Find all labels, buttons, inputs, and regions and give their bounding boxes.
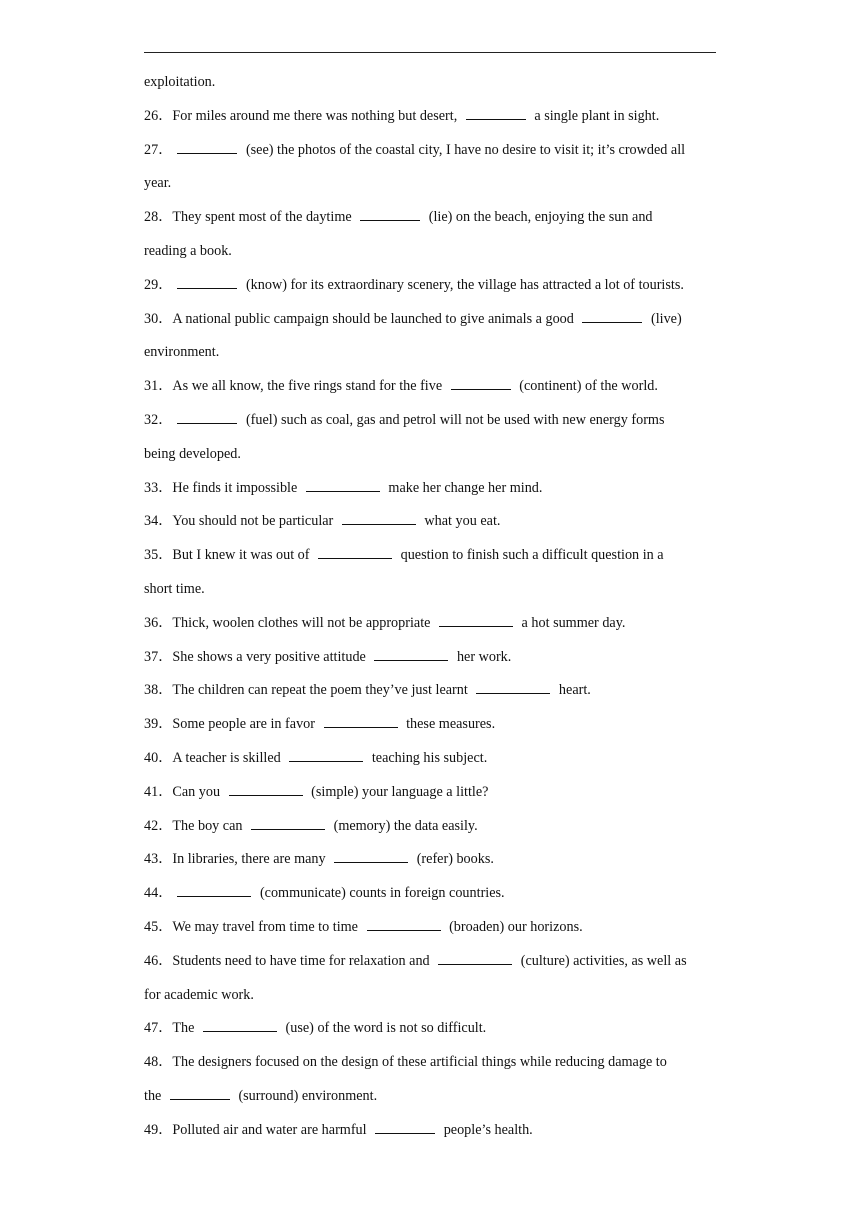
answer-blank[interactable] (229, 781, 303, 796)
line-text-before: 32． (144, 411, 173, 428)
line-text-before: 42．The boy can (144, 817, 247, 834)
exercise-line (144, 438, 724, 472)
line-text-before: reading a book. (144, 242, 232, 259)
line-text-before: 34．You should not be particular (144, 513, 337, 530)
answer-blank[interactable] (439, 612, 513, 627)
answer-blank[interactable] (438, 950, 512, 965)
exercise-line (144, 573, 724, 607)
line-text-after: (know) for its extraordinary scenery, the village has attracted a lot of tourists. (242, 276, 684, 293)
line-text-before: for academic work. (144, 986, 254, 1003)
answer-blank[interactable] (375, 1119, 435, 1134)
exercise-line (144, 1114, 724, 1148)
line-text-after: make her change her mind. (384, 479, 543, 496)
exercise-line (144, 607, 724, 641)
line-text-after: teaching his subject. (368, 749, 488, 766)
answer-blank[interactable] (306, 477, 380, 492)
exercise-line (144, 979, 724, 1013)
line-text-before: 26．For miles around me there was nothing but desert, (144, 107, 461, 124)
answer-blank[interactable] (451, 375, 511, 390)
line-text-before: 36．Thick, woolen clothes will not be appropriate (144, 614, 434, 631)
line-text-after: question to finish such a difficult question in a (397, 547, 664, 564)
exercise-line (144, 167, 724, 201)
answer-blank[interactable] (476, 679, 550, 694)
line-text-before: 45．We may travel from time to time (144, 918, 362, 935)
line-text-before: 39．Some people are in favor (144, 716, 319, 733)
exercise-line (144, 810, 724, 844)
exercise-line (144, 472, 724, 506)
line-text-before: 44． (144, 885, 173, 902)
exercise-line (144, 539, 724, 573)
line-text-after: a single plant in sight. (530, 107, 660, 124)
exercise-line (144, 776, 724, 810)
line-text-after: (surround) environment. (234, 1087, 378, 1104)
line-text-after: (continent) of the world. (515, 378, 658, 395)
line-text-after: (fuel) such as coal, gas and petrol will not be used with new energy forms (242, 411, 665, 428)
line-text-after: (simple) your language a little? (307, 783, 489, 800)
answer-blank[interactable] (334, 848, 408, 863)
line-text-before: 37．She shows a very positive attitude (144, 648, 370, 665)
line-text-after: people’s health. (440, 1121, 533, 1138)
exercise-line (144, 641, 724, 675)
line-text-before: 27． (144, 141, 173, 158)
answer-blank[interactable] (251, 815, 325, 830)
exercise-line (144, 708, 724, 742)
answer-blank[interactable] (289, 747, 363, 762)
line-text-before: environment. (144, 344, 220, 361)
exercise-line (144, 370, 724, 404)
exercise-line (144, 303, 724, 337)
exercise-line (144, 911, 724, 945)
exercise-line (144, 674, 724, 708)
line-text-before: 28．They spent most of the daytime (144, 209, 356, 226)
line-text-before: 43．In libraries, there are many (144, 851, 330, 868)
answer-blank[interactable] (466, 105, 526, 120)
exercise-line (144, 1012, 724, 1046)
exercise-line (144, 1080, 724, 1114)
exercise-line (144, 877, 724, 911)
exercise-list (144, 66, 724, 1148)
exercise-line (144, 1046, 724, 1080)
line-text-before: 33．He finds it impossible (144, 479, 301, 496)
line-text-after: a hot summer day. (518, 614, 626, 631)
exercise-line (144, 134, 724, 168)
answer-blank[interactable] (374, 646, 448, 661)
answer-blank[interactable] (170, 1085, 230, 1100)
answer-blank[interactable] (177, 274, 237, 289)
exercise-line (144, 843, 724, 877)
answer-blank[interactable] (177, 139, 237, 154)
line-text-before: 31．As we all know, the five rings stand for the five (144, 378, 446, 395)
exercise-line (144, 269, 724, 303)
line-text-before: the (144, 1087, 165, 1104)
line-text-after: (use) of the word is not so difficult. (281, 1020, 487, 1037)
line-text-after: heart. (555, 682, 591, 699)
exercise-line (144, 235, 724, 269)
answer-blank[interactable] (318, 544, 392, 559)
line-text-before: 49．Polluted air and water are harmful (144, 1121, 371, 1138)
line-text-after: (lie) on the beach, enjoying the sun and (425, 209, 653, 226)
exercise-line (144, 66, 724, 100)
line-text-after: (live) (647, 310, 682, 327)
header-rule (144, 52, 716, 53)
line-text-after: (refer) books. (413, 851, 494, 868)
answer-blank[interactable] (582, 308, 642, 323)
answer-blank[interactable] (342, 510, 416, 525)
exercise-line (144, 404, 724, 438)
line-text-before: short time. (144, 580, 205, 597)
exercise-line (144, 201, 724, 235)
exercise-line (144, 100, 724, 134)
line-text-before: 35．But I knew it was out of (144, 547, 314, 564)
line-text-before: 29． (144, 276, 173, 293)
line-text-after: (communicate) counts in foreign countries. (256, 885, 505, 902)
line-text-after: what you eat. (420, 513, 501, 530)
line-text-before: 46．Students need to have time for relaxation and (144, 952, 434, 969)
line-text-before: year. (144, 175, 172, 192)
exercise-line (144, 336, 724, 370)
line-text-before: 41．Can you (144, 783, 224, 800)
line-text-before: being developed. (144, 445, 241, 462)
line-text-before: 47．The (144, 1020, 198, 1037)
answer-blank[interactable] (177, 409, 237, 424)
answer-blank[interactable] (203, 1017, 277, 1032)
answer-blank[interactable] (367, 916, 441, 931)
line-text-before: 48．The designers focused on the design of these artificial things while reducing damage to (144, 1054, 667, 1071)
line-text-after: (culture) activities, as well as (517, 952, 687, 969)
answer-blank[interactable] (360, 206, 420, 221)
line-text-after: her work. (453, 648, 512, 665)
answer-blank[interactable] (324, 713, 398, 728)
line-text-before: 38．The children can repeat the poem they’ve just learnt (144, 682, 472, 699)
line-text-before: 40．A teacher is skilled (144, 749, 285, 766)
line-text-after: (broaden) our horizons. (445, 918, 583, 935)
line-text-before: 30．A national public campaign should be launched to give animals a good (144, 310, 578, 327)
line-text-after: (see) the photos of the coastal city, I have no desire to visit it; it’s crowded all (242, 141, 686, 158)
exercise-line (144, 505, 724, 539)
exercise-line (144, 742, 724, 776)
line-text-after: these measures. (402, 716, 496, 733)
line-text-after: (memory) the data easily. (330, 817, 478, 834)
line-text-before: exploitation. (144, 74, 216, 90)
exercise-line (144, 945, 724, 979)
answer-blank[interactable] (177, 882, 251, 897)
